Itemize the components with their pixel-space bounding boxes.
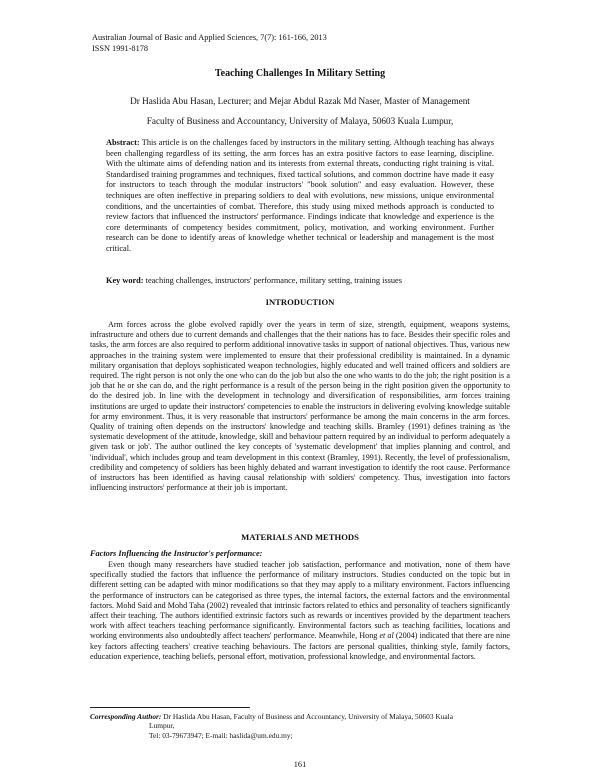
- footnote-divider: [90, 707, 250, 708]
- footnote-line2: Lumpur,: [149, 721, 175, 731]
- abstract-label: Abstract:: [106, 138, 140, 147]
- footnote-line3: Tel: 03-79673947; E-mail: haslida@um.edu.my;: [149, 730, 293, 740]
- keywords-text: teaching challenges, instructors' performance, military setting, training issues: [145, 276, 402, 285]
- journal-header: [92, 32, 327, 54]
- author-list: Dr Haslida Abu Hasan, Lecturer; and Mejar Abdul Razak Md Naser, Master of Management: [130, 96, 470, 106]
- affiliation: Faculty of Business and Accountancy, University of Malaya, 50603 Kuala Lumpur,: [146, 116, 454, 126]
- journal-citation: Australian Journal of Basic and Applied Sciences, 7(7): 161-166, 2013: [92, 33, 327, 42]
- corresponding-author-footnote: [90, 712, 520, 740]
- footnote-label: Corresponding Author:: [90, 712, 162, 721]
- page-number: 161: [293, 760, 307, 769]
- issn: ISSN 1991-8178: [92, 44, 149, 53]
- methods-subheading: Factors Influencing the Instructor's performance:: [90, 549, 263, 558]
- methods-text-part1: Even though many researchers have studied teacher job satisfaction, performance and motivation, none of them have specifically studied the factors that influence the performance of military instructors. Studies conducted on the topic but in different setting can be adapted with minor modifications so that they may apply to a military environment. Factors influencing the performance of instructors can be categorised as three types, the internal factors, the external factors and the environmental factors. Mohd Said and Mohd Taha (2002) revealed that intrinsic factors related to ethics and personality of teachers significantly affect their teaching. The authors identified extrinsic factors such as rewards or incentives provided by the department teachers work with affect teachers teaching performance significantly. Environmental factors such as teaching facilities, locations and working environments also undoubtedly affect teachers' performance. Meanwhile, Hong: [90, 560, 510, 641]
- methods-text-part2: (2004) indicated that there are nine key factors affecting teachers' creative teaching behaviours. The factors are personal qualities, thinking style, family factors, education experience, teaching beliefs, personal effort, motivation, professional knowledge, and environmental factors.: [90, 631, 510, 661]
- footnote-line1: Dr Haslida Abu Hasan, Faculty of Business and Accountancy, University of Malaya, 50603 Kuala: [163, 712, 454, 721]
- methods-text: [90, 560, 510, 662]
- introduction-heading: INTRODUCTION: [265, 297, 335, 307]
- paper-title: Teaching Challenges In Military Setting: [214, 68, 386, 79]
- introduction-text: Arm forces across the globe evolved rapidly over the years in term of size, strength, equipment, weapons systems, infrastructure and others due to current demands and challenges that the their nations has to face. Besides their specific roles and tasks, the arm forces are also required to perform additional innovative tasks in support of national objectives. Thus, various new approaches in the training system were implemented to ensure that their professional credibility is maintained. In a dynamic military organisation that deploys sophisticated weapon technologies, highly educated and well trained officers and soldiers are required. The right person is not only the one who can do the job but also the one who wants to do the job; the right position is a job that he or she can do, and the right performance is a result of the person being in the right position given the opportunity to do the desired job. In line with the development in technology and diversification of responsibilities, arm forces training institutions are urged to update their instructors' competencies to enable the instructors in delivering evolving knowledge suitable for army environment. Thus, it is very reasonable that instructors' performance be among the main concerns in the arm forces. Quality of training often depends on the instructors' knowledge and teaching skills. Bramley (1991) defines training as 'the systematic development of the attitude, knowledge, skill and behaviour pattern required by an individual to perform adequately a given task or job'. The author outlined the key concepts of 'systematic development' that implies planning and control, and 'individual', which includes group and team development in this context (Bramley, 1991). Recently, the level of professionalism, credibility and competency of soldiers has been highly debated and warrant investigation to identify the root cause. Performance of instructors has been identified as having causal relationship with soldiers' competency. Thus, investigation into factors influencing instructors' performance at their job is important.: [90, 320, 510, 493]
- methods-heading: MATERIALS AND METHODS: [241, 532, 359, 542]
- methods-et-al: et al: [379, 631, 394, 641]
- abstract-block: [106, 138, 494, 255]
- abstract-text: This article is on the challenges faced by instructors in the military setting. Although teaching has always been challenging regardless of its setting, the arm forces has an extra positive factors to ease learning, discipline. With the ultimate aims of defending nation and its interests from external threats, conducting right training is vital. Standardised training programmes and techniques, fixed tactical solutions, and common doctrine have made it easy for instructors to teach through the modular instructors' "book solution" and easy evaluation. However, these techniques are often ineffective in preparing soldiers to deal with evolutions, new missions, unique environmental conditions, and the uncertainties of combat. Therefore, this study using mixed methods approach is conducted to review factors that influenced the instructors' performance. Findings indicate that knowledge and experience is the core determinants of competency besides commitment, policy, motivation, and working environment. Further research can be done to identify areas of knowledge whether technical or leadership and management is the most critical.: [106, 138, 494, 253]
- keywords-block: [106, 276, 506, 285]
- keywords-label: Key word:: [106, 276, 144, 285]
